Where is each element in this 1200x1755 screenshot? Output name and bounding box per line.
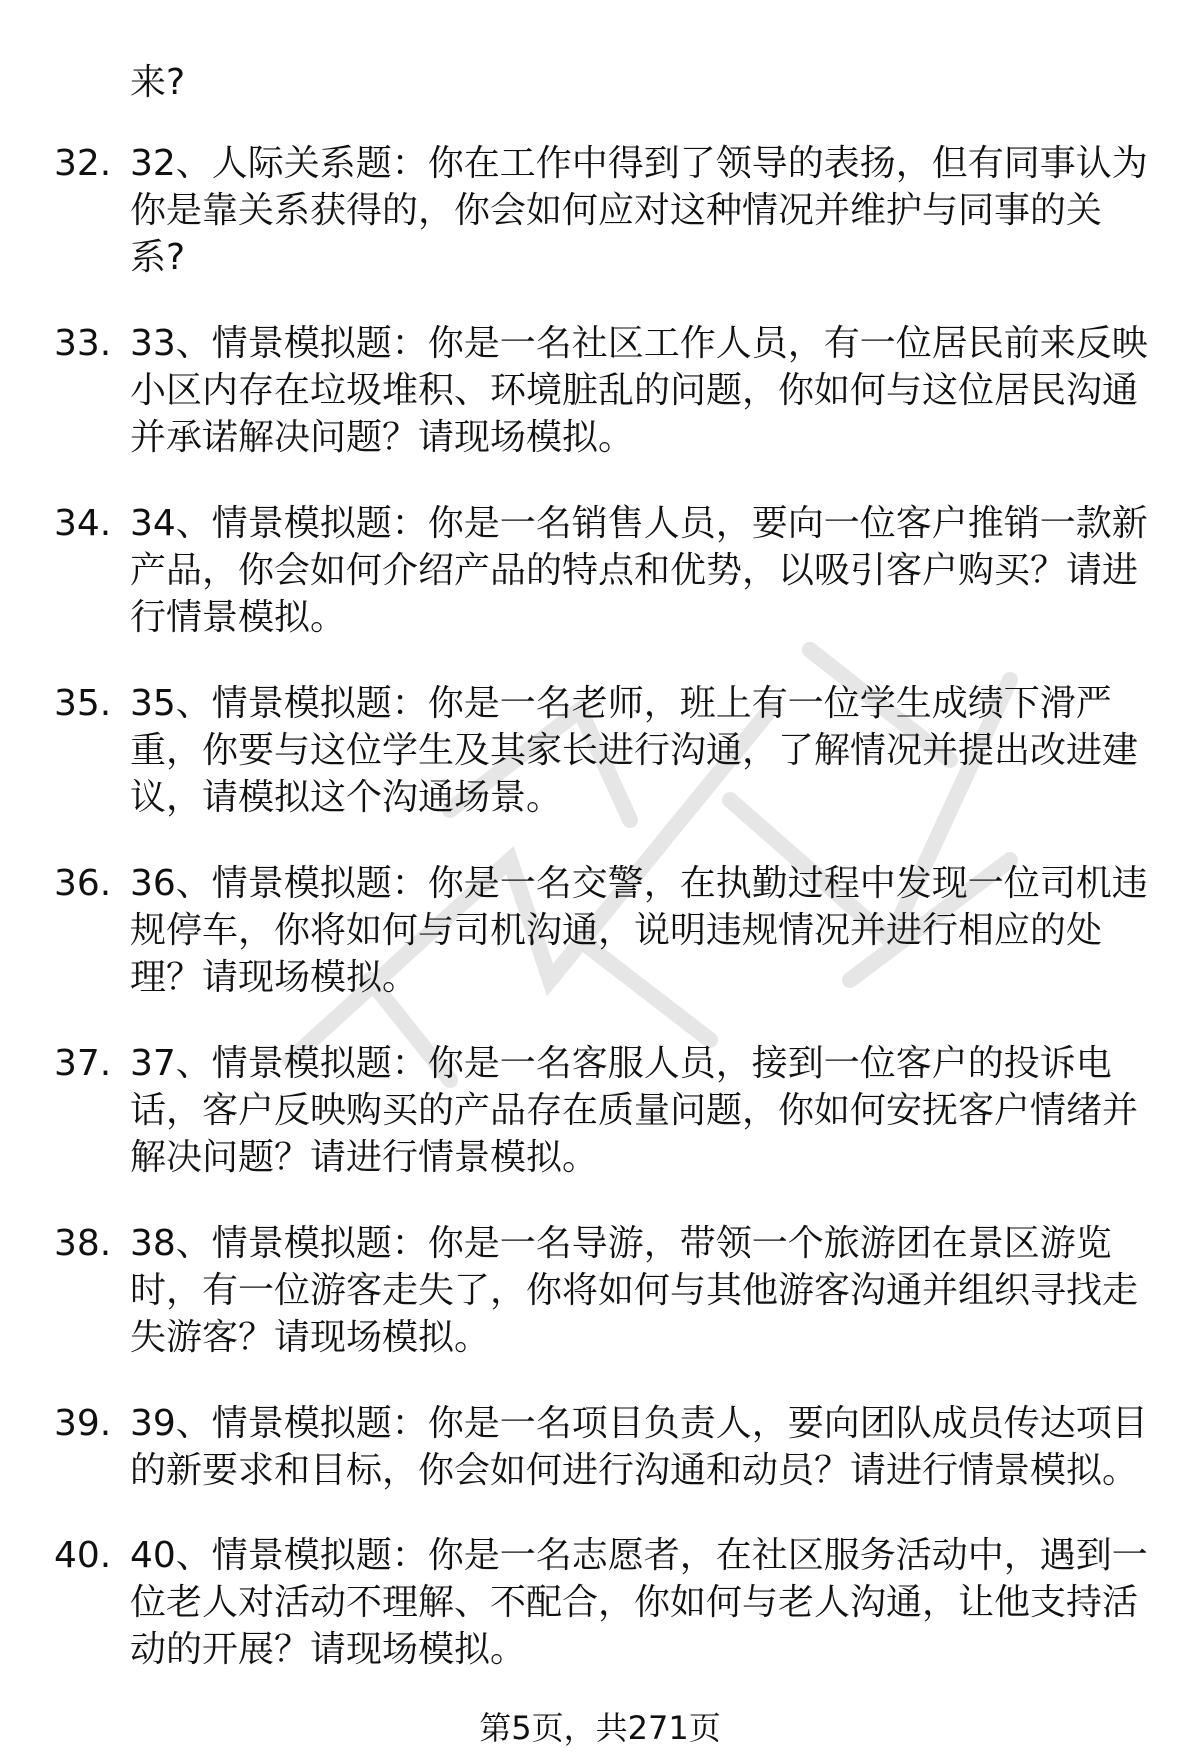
continuation-text: 来?	[130, 62, 186, 103]
question-number: 37.	[54, 1043, 112, 1084]
question-item	[0, 860, 1200, 1040]
question-line: 小区内存在垃圾堆积、环境脏乱的问题，你如何与这位居民沟通	[130, 370, 1139, 411]
question-line: 32、人际关系题：你在工作中得到了领导的表扬，但有同事认为	[130, 143, 1148, 184]
question-number: 39.	[54, 1403, 112, 1444]
question-line: 你是靠关系获得的，你会如何应对这种情况并维护与同事的关	[130, 190, 1103, 231]
question-line: 33、情景模拟题：你是一名社区工作人员，有一位居民前来反映	[130, 323, 1148, 364]
question-number: 40.	[54, 1535, 112, 1576]
question-text	[130, 1040, 1140, 1181]
question-line: 失游客？请现场模拟。	[130, 1317, 491, 1358]
question-line: 理？请现场模拟。	[130, 957, 419, 998]
question-item	[0, 680, 1200, 860]
question-line: 的新要求和目标，你会如何进行沟通和动员？请进行情景模拟。	[130, 1450, 1139, 1491]
question-number: 36.	[54, 863, 112, 904]
question-number: 33.	[54, 323, 112, 364]
question-text	[130, 320, 1148, 461]
question-item	[0, 500, 1200, 680]
question-item	[0, 1040, 1200, 1220]
question-text	[130, 140, 1148, 281]
question-item	[0, 140, 1200, 320]
page-footer: 第5页，共271页	[479, 1709, 721, 1747]
question-line: 动的开展？请现场模拟。	[130, 1629, 527, 1670]
question-item	[0, 1400, 1200, 1532]
question-number: 34.	[54, 503, 112, 544]
question-line: 38、情景模拟题：你是一名导游，带领一个旅游团在景区游览	[130, 1223, 1112, 1264]
question-line: 话，客户反映购买的产品存在质量问题，你如何安抚客户情绪并	[130, 1090, 1139, 1131]
question-line: 并承诺解决问题？请现场模拟。	[130, 417, 635, 458]
question-list	[0, 140, 1200, 1712]
question-item	[0, 1220, 1200, 1400]
question-line: 产品，你会如何介绍产品的特点和优势，以吸引客户购买？请进	[130, 550, 1139, 591]
question-text	[130, 1532, 1148, 1673]
question-item	[0, 1532, 1200, 1712]
question-text	[130, 860, 1148, 1001]
question-line: 37、情景模拟题：你是一名客服人员，接到一位客户的投诉电	[130, 1043, 1112, 1084]
question-line: 36、情景模拟题：你是一名交警，在执勤过程中发现一位司机违	[130, 863, 1148, 904]
question-line: 解决问题？请进行情景模拟。	[130, 1137, 599, 1178]
question-number: 32.	[54, 143, 112, 184]
question-line: 规停车，你将如何与司机沟通，说明违规情况并进行相应的处	[130, 910, 1103, 951]
question-line: 39、情景模拟题：你是一名项目负责人，要向团队成员传达项目	[130, 1403, 1148, 1444]
question-line: 35、情景模拟题：你是一名老师，班上有一位学生成绩下滑严	[130, 683, 1112, 724]
question-text	[130, 1220, 1140, 1361]
question-line: 位老人对活动不理解、不配合，你如何与老人沟通，让他支持活	[130, 1582, 1139, 1623]
question-item	[0, 320, 1200, 500]
question-line: 系?	[130, 237, 186, 278]
question-text	[130, 680, 1140, 821]
question-line: 重，你要与这位学生及其家长进行沟通，了解情况并提出改进建	[130, 730, 1139, 771]
question-text	[130, 1400, 1148, 1494]
question-line: 34、情景模拟题：你是一名销售人员，要向一位客户推销一款新	[130, 503, 1148, 544]
question-line: 行情景模拟。	[130, 597, 347, 638]
question-text	[130, 500, 1148, 641]
question-line: 议，请模拟这个沟通场景。	[130, 777, 563, 818]
question-number: 38.	[54, 1223, 112, 1264]
question-line: 时，有一位游客走失了，你将如何与其他游客沟通并组织寻找走	[130, 1270, 1139, 1311]
question-line: 40、情景模拟题：你是一名志愿者，在社区服务活动中，遇到一	[130, 1535, 1148, 1576]
question-number: 35.	[54, 683, 112, 724]
